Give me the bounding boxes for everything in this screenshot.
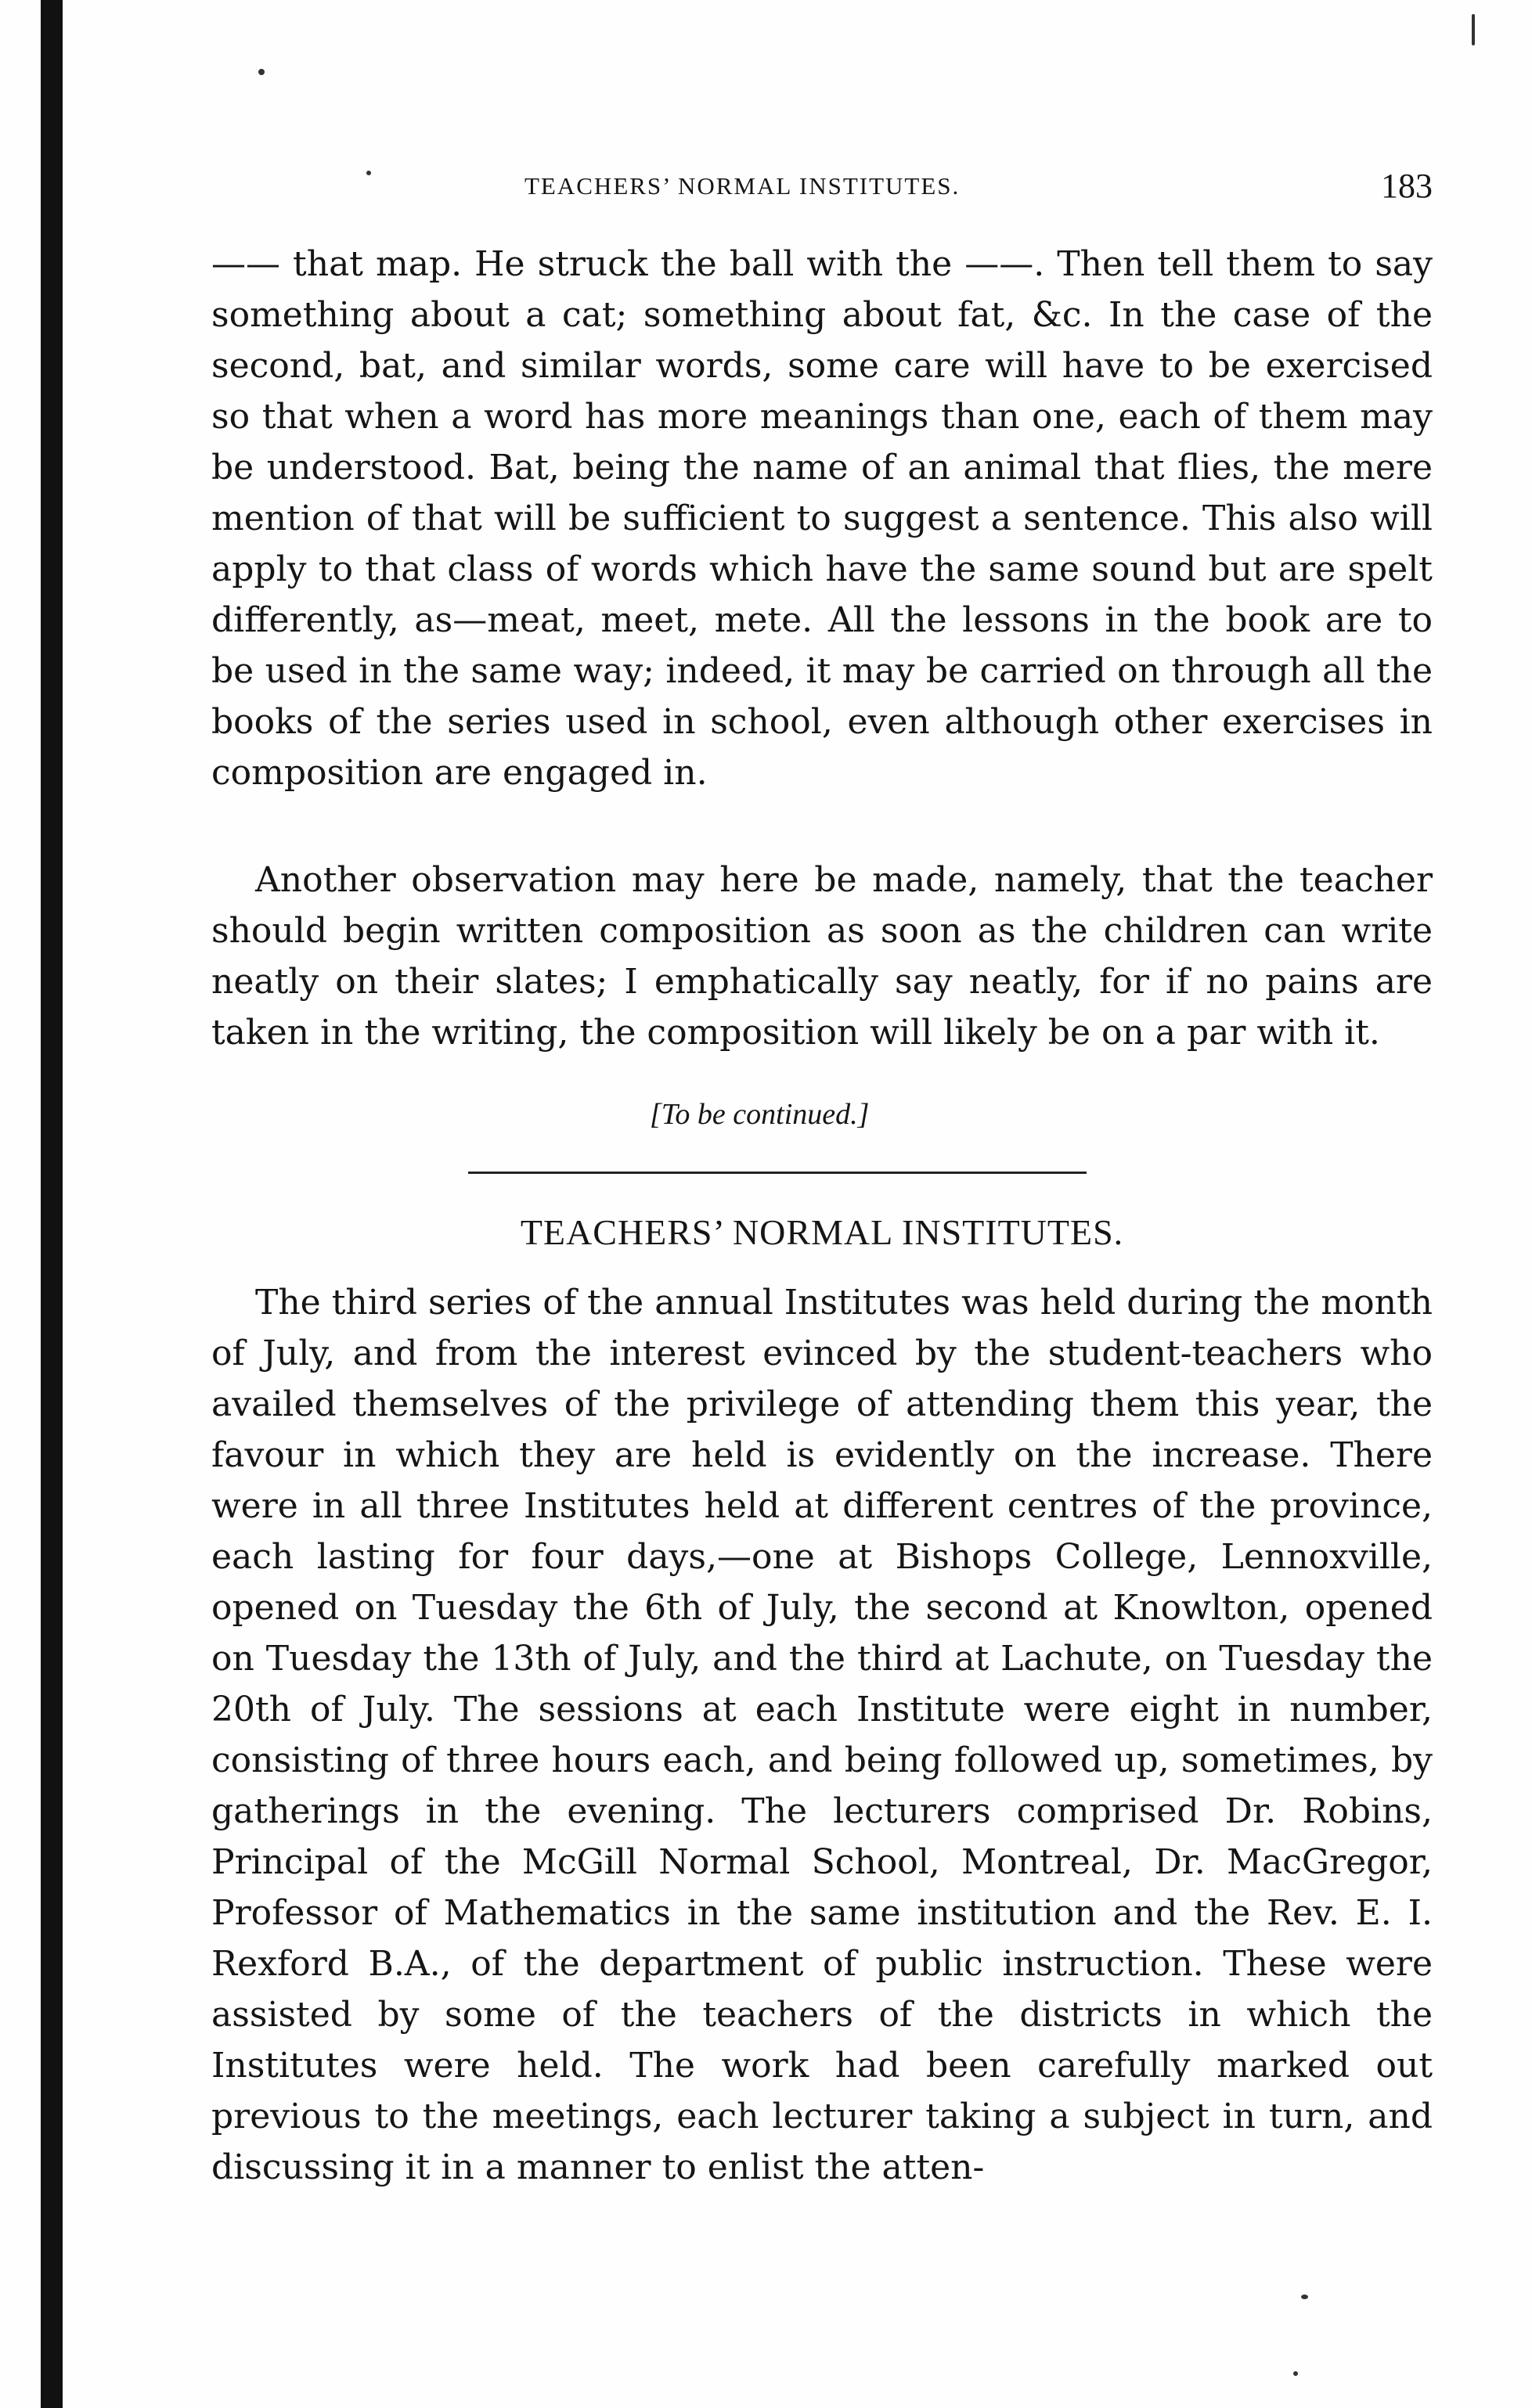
paragraph: —— that map. He struck the ball with the ——. Then tell them to say something about a cat; something about fat, &c. In the case of the second, bat, and similar words, some care will have to be exercised so that when a word has more meanings than one, each of them may be understood. Bat, being the name of an animal that flies, the mere mention of that will be sufficient to suggest a sentence. This also will apply to that class of words which have the same sound but are spelt differently, as—meat, meet, mete. All the lessons in the book are to be used in the same way; indeed, it may be carried on through all the books of the series used in school, even although other exercises in composition are engaged in. <box>211 244 1433 793</box>
section-body <box>211 1277 1433 2193</box>
ink-speck <box>1472 14 1475 45</box>
article-continuation-end <box>211 855 1433 1058</box>
article-continuation <box>211 239 1433 798</box>
page-header <box>211 166 1433 213</box>
section-heading: TEACHERS’ NORMAL INSTITUTES. <box>520 1212 1124 1252</box>
ink-speck <box>258 69 265 75</box>
section-divider <box>468 1172 1087 1174</box>
running-title: TEACHERS’ NORMAL INSTITUTES. <box>524 172 961 200</box>
page-number: 183 <box>1381 167 1433 205</box>
ink-speck <box>1293 2371 1298 2376</box>
ink-speck <box>1301 2295 1308 2299</box>
paragraph: The third series of the annual Institutes was held during the month of July, and from the interest evinced by the student-teachers who availed themselves of the privilege of attending them this year, the favour in which they are held is evidently on the increase. There were in all three Institutes held at different centres of the province, each lasting for four days,—one at Bishops College, Lennoxville, opened on Tuesday the 6th of July, the second at Knowlton, opened on Tuesday the 13th of July, and the third at Lachute, on Tuesday the 20th of July. The sessions at each Institute were eight in number, consisting of three hours each, and being followed up, sometimes, by gatherings in the evening. The lecturers comprised Dr. Robins, Principal of the McGill Normal School, Montreal, Dr. MacGregor, Professor of Mathematics in the same institution and the Rev. E. I. Rexford B.A., of the department of public instruction. These were assisted by some of the teachers of the districts in which the Institutes were held. The work had been carefully marked out previous to the meetings, each lecturer taking a subject in turn, and discussing it in a manner to enlist the atten- <box>211 1283 1433 2187</box>
page-binding-edge <box>41 0 63 2408</box>
continued-note: [To be continued.] <box>650 1098 870 1131</box>
paragraph: Another observation may here be made, namely, that the teacher should begin written composition as soon as the children can write neatly on their slates; I emphatically say neatly, for if no pains are taken in the writing, the composition will likely be on a par with it. <box>211 860 1433 1053</box>
